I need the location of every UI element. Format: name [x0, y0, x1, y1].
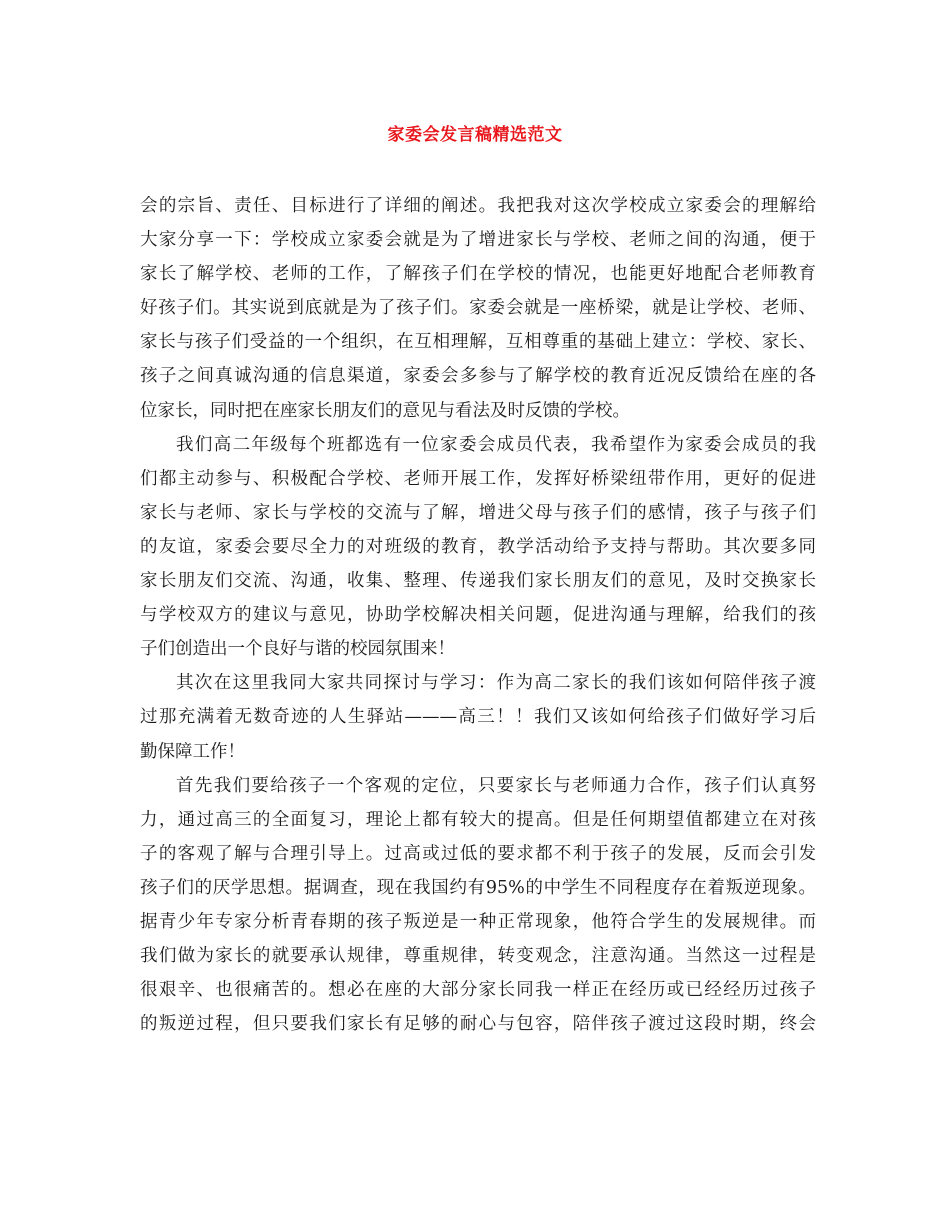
text-line: 很艰辛、也很痛苦的。想必在座的大部分家长同我一样正在经历或已经经历过孩子 [140, 980, 816, 1001]
text-line: 孩子之间真诚沟通的信息渠道，家委会多参与了解学校的教育近况反馈给在座的各 [140, 366, 816, 387]
text-line: 力，通过高三的全面复习，理论上都有较大的提高。但是任何期望值都建立在对孩 [140, 809, 816, 830]
text-line: 孩子们的厌学思想。据调查，现在我国约有95%的中学生不同程度存在着叛逆现象。 [140, 877, 816, 898]
text-line: 家长朋友们交流、沟通，收集、整理、传递我们家长朋友们的意见，及时交换家长 [140, 571, 816, 592]
text-line: 会的宗旨、责任、目标进行了详细的阐述。我把我对这次学校成立家委会的理解给 [140, 196, 816, 216]
text-line: 大家分享一下：学校成立家委会就是为了增进家长与学校、老师之间的沟通，便于 [140, 230, 816, 251]
text-line: 子的客观了解与合理引导上。过高或过低的要求都不利于孩子的发展，反而会引发 [140, 843, 816, 864]
text-line: 的友谊，家委会要尽全力的对班级的教育，教学活动给予支持与帮助。其次要多同 [140, 536, 816, 557]
text-line: 家长与孩子们受益的一个组织，在互相理解，互相尊重的基础上建立：学校、家长、 [140, 332, 816, 353]
text-line: 过那充满着无数奇迹的人生驿站———高三！！我们又该如何给孩子们做好学习后 [140, 707, 816, 728]
text-line: 位家长，同时把在座家长朋友们的意见与看法及时反馈的学校。 [140, 400, 630, 421]
text-line: 勤保障工作！ [140, 741, 245, 762]
text-line: 子们创造出一个良好与谐的校园氛围来！ [140, 639, 455, 660]
text-line: 我们高二年级每个班都选有一位家委会成员代表，我希望作为家委会成员的我 [176, 434, 816, 455]
text-line: 首先我们要给孩子一个客观的定位，只要家长与老师通力合作，孩子们认真努 [176, 775, 816, 796]
document-title: 家委会发言稿精选范文 [387, 125, 563, 145]
text-line: 其次在这里我同大家共同探讨与学习：作为高二家长的我们该如何陪伴孩子渡 [176, 673, 816, 694]
text-line: 家长了解学校、老师的工作，了解孩子们在学校的情况，也能更好地配合老师教育 [140, 264, 816, 285]
text-line: 据青少年专家分析青春期的孩子叛逆是一种正常现象，他符合学生的发展规律。而 [140, 911, 816, 932]
text-line: 们都主动参与、积极配合学校、老师开展工作，发挥好桥梁纽带作用，更好的促进 [140, 468, 816, 489]
document-body [140, 189, 816, 1041]
text-line: 好孩子们。其实说到底就是为了孩子们。家委会就是一座桥梁，就是让学校、老师、 [140, 298, 816, 319]
text-line: 的叛逆过程，但只要我们家长有足够的耐心与包容，陪伴孩子渡过这段时期，终会 [140, 1014, 816, 1035]
text-line: 我们做为家长的就要承认规律，尊重规律，转变观念，注意沟通。当然这一过程是 [140, 946, 816, 967]
text-line: 与学校双方的建议与意见，协助学校解决相关问题，促进沟通与理解，给我们的孩 [140, 605, 816, 626]
text-line: 家长与老师、家长与学校的交流与了解，增进父母与孩子们的感情，孩子与孩子们 [140, 502, 816, 523]
